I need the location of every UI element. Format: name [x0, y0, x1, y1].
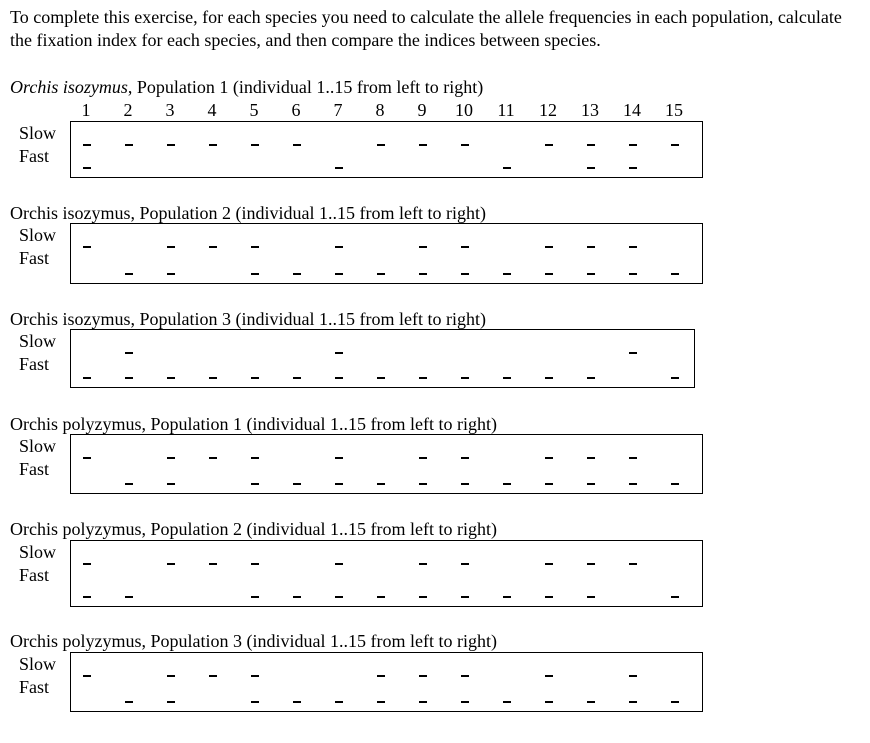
- individual-number: 15: [665, 100, 683, 120]
- species-name: Orchis polyzymus: [10, 414, 142, 434]
- species-name: Orchis isozymus: [10, 309, 131, 329]
- genotype-box: [70, 434, 703, 494]
- individual-number: 2: [123, 100, 133, 120]
- fast-allele-label: Fast: [19, 146, 50, 166]
- fast-allele-mark: [587, 596, 595, 598]
- slow-allele-mark: [587, 457, 595, 459]
- slow-allele-mark: [545, 675, 553, 677]
- fast-allele-mark: [419, 483, 427, 485]
- fast-allele-mark: [125, 273, 133, 275]
- fast-allele-mark: [419, 377, 427, 379]
- fast-allele-mark: [503, 377, 511, 379]
- individual-number: 6: [291, 100, 301, 120]
- fast-allele-mark: [377, 483, 385, 485]
- slow-allele-mark: [83, 144, 91, 146]
- slow-allele-label: Slow: [19, 123, 57, 143]
- genotype-box: [70, 121, 703, 178]
- population-title-rest: , Population 1 (individual 1..15 from left to right): [127, 77, 484, 97]
- slow-allele-mark: [419, 144, 427, 146]
- population-title: [10, 413, 497, 435]
- slow-allele-mark: [629, 563, 637, 565]
- slow-allele-mark: [293, 144, 301, 146]
- fast-allele-mark: [671, 701, 679, 703]
- fast-allele-mark: [125, 377, 133, 379]
- species-name: Orchis isozymus: [10, 77, 128, 97]
- fast-allele-mark: [335, 596, 343, 598]
- fast-allele-mark: [503, 273, 511, 275]
- slow-allele-mark: [167, 144, 175, 146]
- fast-allele-mark: [587, 483, 595, 485]
- population-title: [10, 76, 483, 98]
- fast-allele-mark: [83, 596, 91, 598]
- fast-allele-mark: [335, 701, 343, 703]
- fast-allele-mark: [251, 596, 259, 598]
- individual-number: 3: [165, 100, 175, 120]
- fast-allele-mark: [587, 377, 595, 379]
- population-title-rest: , Population 1 (individual 1..15 from left to right): [141, 414, 497, 434]
- fast-allele-mark: [377, 273, 385, 275]
- slow-allele-mark: [251, 246, 259, 248]
- slow-allele-mark: [587, 246, 595, 248]
- fast-allele-mark: [545, 273, 553, 275]
- fast-allele-mark: [251, 273, 259, 275]
- fast-allele-mark: [167, 483, 175, 485]
- slow-allele-mark: [461, 457, 469, 459]
- population-title-rest: , Population 3 (individual 1..15 from left to right): [141, 631, 497, 651]
- slow-allele-mark: [209, 144, 217, 146]
- slow-allele-mark: [83, 457, 91, 459]
- slow-allele-mark: [629, 352, 637, 354]
- slow-allele-label: Slow: [19, 542, 57, 562]
- individual-number: 14: [623, 100, 641, 120]
- slow-allele-mark: [545, 144, 553, 146]
- fast-allele-mark: [293, 483, 301, 485]
- fast-allele-mark: [671, 596, 679, 598]
- fast-allele-mark: [293, 273, 301, 275]
- fast-allele-mark: [587, 701, 595, 703]
- fast-allele-mark: [83, 377, 91, 379]
- slow-allele-mark: [83, 675, 91, 677]
- slow-allele-mark: [167, 563, 175, 565]
- fast-allele-mark: [335, 377, 343, 379]
- slow-allele-mark: [335, 457, 343, 459]
- slow-allele-mark: [671, 144, 679, 146]
- individual-number: 5: [249, 100, 259, 120]
- individual-number: 7: [333, 100, 343, 120]
- fast-allele-mark: [125, 596, 133, 598]
- fast-allele-mark: [125, 701, 133, 703]
- slow-allele-mark: [461, 563, 469, 565]
- species-name: Orchis isozymus: [10, 203, 131, 223]
- fast-allele-mark: [671, 377, 679, 379]
- fast-allele-mark: [293, 377, 301, 379]
- fast-allele-mark: [461, 701, 469, 703]
- fast-allele-mark: [419, 596, 427, 598]
- fast-allele-mark: [587, 273, 595, 275]
- genotype-box: [70, 223, 703, 284]
- slow-allele-mark: [125, 352, 133, 354]
- slow-allele-mark: [377, 144, 385, 146]
- slow-allele-mark: [251, 675, 259, 677]
- species-name: Orchis polyzymus: [10, 519, 142, 539]
- fast-allele-label: Fast: [19, 677, 50, 697]
- fast-allele-mark: [209, 377, 217, 379]
- slow-allele-mark: [209, 457, 217, 459]
- slow-allele-mark: [251, 563, 259, 565]
- slow-allele-mark: [335, 352, 343, 354]
- individual-number: 1: [81, 100, 91, 120]
- population-title-rest: , Population 3 (individual 1..15 from left to right): [130, 309, 486, 329]
- slow-allele-mark: [545, 563, 553, 565]
- fast-allele-mark: [377, 596, 385, 598]
- fast-allele-mark: [671, 483, 679, 485]
- fast-allele-mark: [629, 483, 637, 485]
- slow-allele-mark: [587, 144, 595, 146]
- fast-allele-mark: [167, 377, 175, 379]
- individual-number: 10: [455, 100, 473, 120]
- fast-allele-mark: [461, 596, 469, 598]
- slow-allele-mark: [419, 563, 427, 565]
- population-title-rest: , Population 2 (individual 1..15 from left to right): [141, 519, 497, 539]
- fast-allele-mark: [545, 701, 553, 703]
- individual-number: 8: [375, 100, 385, 120]
- slow-allele-mark: [629, 246, 637, 248]
- fast-allele-mark: [461, 377, 469, 379]
- slow-allele-mark: [629, 457, 637, 459]
- fast-allele-mark: [125, 483, 133, 485]
- fast-allele-mark: [167, 273, 175, 275]
- fast-allele-mark: [251, 377, 259, 379]
- slow-allele-mark: [251, 144, 259, 146]
- fast-allele-mark: [671, 273, 679, 275]
- individual-number: 9: [417, 100, 427, 120]
- slow-allele-mark: [335, 246, 343, 248]
- fast-allele-label: Fast: [19, 565, 50, 585]
- fast-allele-mark: [629, 273, 637, 275]
- fast-allele-label: Fast: [19, 354, 50, 374]
- slow-allele-mark: [461, 246, 469, 248]
- fast-allele-mark: [335, 483, 343, 485]
- fast-allele-label: Fast: [19, 459, 50, 479]
- slow-allele-mark: [167, 246, 175, 248]
- individual-number-header: [0, 99, 870, 121]
- individual-number: 11: [497, 100, 515, 120]
- slow-allele-mark: [209, 675, 217, 677]
- genotype-box: [70, 652, 703, 712]
- fast-allele-mark: [251, 483, 259, 485]
- slow-allele-mark: [545, 246, 553, 248]
- intro-text: To complete this exercise, for each species you need to calculate the allele frequencies in each population, calculate the fixation index for each species, and then compare the indices between species.: [10, 7, 842, 50]
- individual-number: 4: [207, 100, 217, 120]
- fast-allele-mark: [419, 701, 427, 703]
- slow-allele-label: Slow: [19, 331, 57, 351]
- slow-allele-label: Slow: [19, 436, 57, 456]
- fast-allele-mark: [503, 701, 511, 703]
- genotype-box: [70, 329, 695, 388]
- fast-allele-label: Fast: [19, 248, 50, 268]
- population-title: [10, 202, 486, 224]
- fast-allele-mark: [629, 701, 637, 703]
- fast-allele-mark: [293, 701, 301, 703]
- fast-allele-mark: [545, 596, 553, 598]
- fast-allele-mark: [251, 701, 259, 703]
- individual-number: 13: [581, 100, 599, 120]
- fast-allele-mark: [461, 273, 469, 275]
- slow-allele-mark: [419, 246, 427, 248]
- slow-allele-mark: [335, 563, 343, 565]
- species-name: Orchis polyzymus: [10, 631, 142, 651]
- fast-allele-mark: [377, 377, 385, 379]
- fast-allele-mark: [461, 483, 469, 485]
- fast-allele-mark: [503, 596, 511, 598]
- fast-allele-mark: [167, 701, 175, 703]
- fast-allele-mark: [545, 483, 553, 485]
- fast-allele-mark: [629, 167, 637, 169]
- slow-allele-mark: [587, 563, 595, 565]
- fast-allele-mark: [293, 596, 301, 598]
- slow-allele-label: Slow: [19, 225, 57, 245]
- slow-allele-mark: [167, 675, 175, 677]
- population-title: [10, 630, 497, 652]
- slow-allele-mark: [83, 246, 91, 248]
- fast-allele-mark: [503, 167, 511, 169]
- fast-allele-mark: [335, 167, 343, 169]
- slow-allele-mark: [545, 457, 553, 459]
- population-title: [10, 308, 486, 330]
- fast-allele-mark: [83, 167, 91, 169]
- slow-allele-mark: [83, 563, 91, 565]
- slow-allele-label: Slow: [19, 654, 57, 674]
- fast-allele-mark: [335, 273, 343, 275]
- fast-allele-mark: [587, 167, 595, 169]
- fast-allele-mark: [377, 701, 385, 703]
- slow-allele-mark: [461, 675, 469, 677]
- fast-allele-mark: [503, 483, 511, 485]
- fast-allele-mark: [419, 273, 427, 275]
- slow-allele-mark: [419, 675, 427, 677]
- slow-allele-mark: [251, 457, 259, 459]
- slow-allele-mark: [461, 144, 469, 146]
- slow-allele-mark: [629, 675, 637, 677]
- individual-number: 12: [539, 100, 557, 120]
- population-title-rest: , Population 2 (individual 1..15 from left to right): [130, 203, 486, 223]
- slow-allele-mark: [167, 457, 175, 459]
- population-title: [10, 518, 497, 540]
- fast-allele-mark: [545, 377, 553, 379]
- slow-allele-mark: [209, 246, 217, 248]
- slow-allele-mark: [377, 675, 385, 677]
- slow-allele-mark: [419, 457, 427, 459]
- genotype-box: [70, 540, 703, 607]
- slow-allele-mark: [209, 563, 217, 565]
- slow-allele-mark: [125, 144, 133, 146]
- slow-allele-mark: [629, 144, 637, 146]
